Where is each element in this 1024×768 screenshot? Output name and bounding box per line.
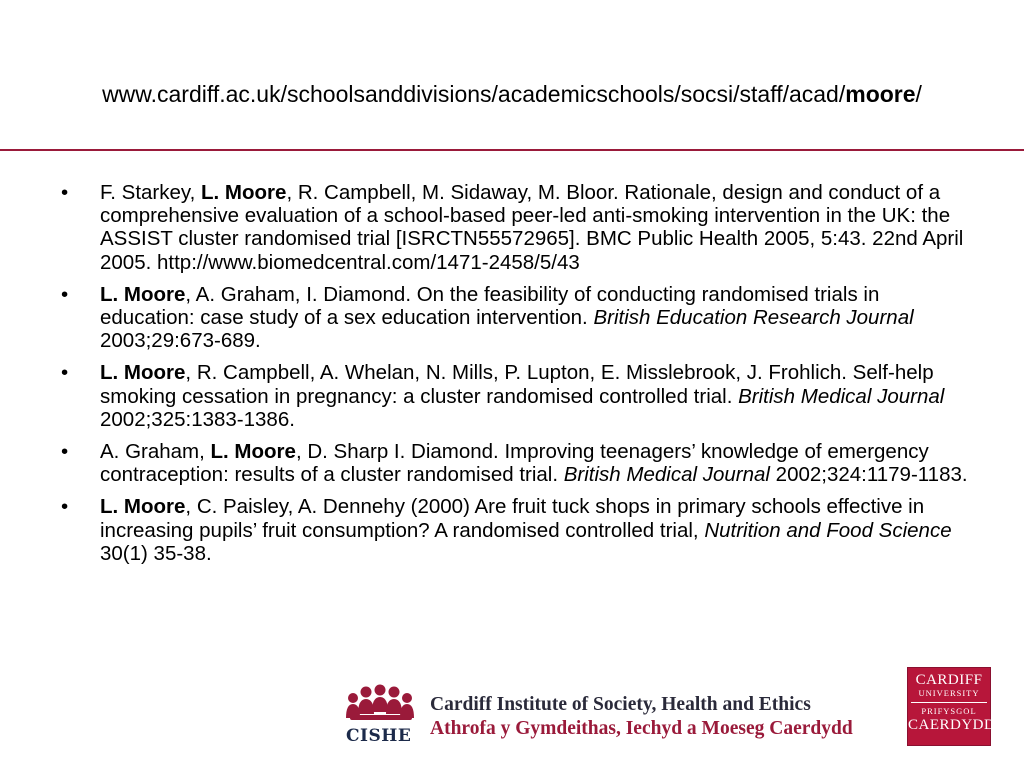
reference-highlighted-author: L. Moore bbox=[201, 181, 287, 204]
reference-highlighted-author: L. Moore bbox=[210, 440, 296, 464]
bullet-icon: • bbox=[61, 361, 69, 385]
reference-citation: 2003;29:673-689. bbox=[100, 329, 261, 353]
reference-citation: 2002;324:1179-1183. bbox=[769, 463, 968, 487]
badge-prifysgol: PRIFYSGOL bbox=[921, 706, 977, 716]
reference-details: , A. Graham, I. Diamond. On the feasibility of conducting randomised trials in education: case study of a sex education intervention. bbox=[100, 282, 880, 330]
reference-item bbox=[58, 440, 978, 486]
bullet-icon: • bbox=[61, 440, 69, 464]
title-url-bold: moore bbox=[845, 81, 916, 107]
title-url-suffix: / bbox=[915, 81, 922, 107]
cishe-acronym: CISHE bbox=[346, 726, 412, 746]
reference-details: , R. Campbell, A. Whelan, N. Mills, P. Lupton, E. Misslebrook, J. Frohlich. Self-help smoking cessation in pregnancy: a cluster randomised controlled trial. bbox=[100, 361, 934, 408]
reference-details: , C. Paisley, A. Dennehy (2000) Are fruit tuck shops in primary schools effective in increasing pupils’ fruit consumption? A randomised controlled trial, bbox=[100, 495, 925, 542]
reference-authors-before: A. Graham, bbox=[100, 440, 211, 464]
badge-cardiff: CARDIFF bbox=[915, 672, 983, 688]
reference-citation: 30(1) 35-38. bbox=[100, 541, 212, 565]
badge-rule bbox=[911, 702, 987, 703]
reference-item bbox=[58, 283, 978, 353]
reference-highlighted-author: L. Moore bbox=[100, 495, 186, 519]
reference-journal: British Medical Journal bbox=[563, 463, 770, 487]
reference-journal: British Education Research Journal bbox=[593, 306, 914, 330]
reference-details: , R. Campbell, M. Sidaway, M. Bloor. Rationale, design and conduct of a comprehensive evaluation of a school-based peer-led anti-smoking intervention in the UK: the ASSIST cluster randomised trial [ISRCTN55572965]. BMC Public Health 2005, 5:43. 22nd April 2005. http://www.biomedcentral.com/1471-2458/5/43 bbox=[100, 181, 964, 274]
title-url-prefix: www.cardiff.ac.uk/schoolsanddivisions/academicschools/socsi/staff/acad/ bbox=[102, 81, 846, 107]
bullet-icon: • bbox=[61, 181, 69, 204]
page-title bbox=[0, 79, 1024, 109]
reference-highlighted-author: L. Moore bbox=[100, 282, 186, 306]
reference-authors-before: F. Starkey, bbox=[100, 181, 202, 204]
reference-journal: Nutrition and Food Science bbox=[704, 518, 952, 542]
reference-item bbox=[58, 495, 978, 565]
reference-details: , D. Sharp I. Diamond. Improving teenagers’ knowledge of emergency contraception: results of a cluster randomised trial. bbox=[100, 440, 929, 487]
institute-name-welsh: Athrofa y Gymdeithas, Iechyd a Moeseg Caerdydd bbox=[430, 718, 853, 739]
reference-journal: British Medical Journal bbox=[738, 384, 945, 408]
reference-item bbox=[58, 181, 978, 274]
bullet-icon: • bbox=[61, 282, 69, 306]
reference-item bbox=[58, 361, 978, 431]
badge-university: UNIVERSITY bbox=[918, 688, 980, 698]
reference-highlighted-author: L. Moore bbox=[100, 361, 186, 385]
bullet-icon: • bbox=[61, 495, 69, 519]
reference-list bbox=[58, 181, 978, 574]
badge-caerdydd: CAERDYDD bbox=[908, 717, 996, 733]
reference-citation: 2002;325:1383-1386. bbox=[100, 407, 295, 431]
title-divider bbox=[0, 149, 1024, 151]
institute-name-english: Cardiff Institute of Society, Health and Ethics bbox=[430, 694, 811, 715]
cardiff-university-logo bbox=[907, 667, 996, 746]
